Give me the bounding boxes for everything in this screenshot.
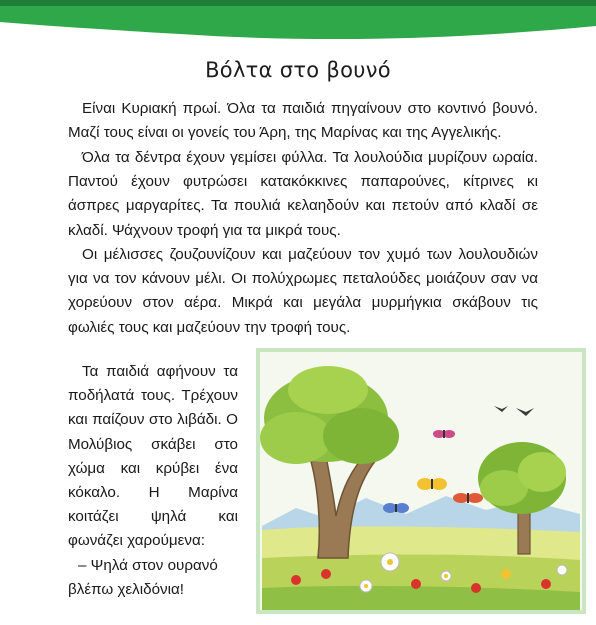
meadow-illustration	[256, 348, 586, 614]
paragraph-1	[68, 97, 538, 145]
paragraph-2-text: Όλα τα δέντρα έχουν γεμίσει φύλλα. Τα λουλούδια μυρίζουν ωραία. Παντού έχουν φυτρώσει κατακόκκινες παπαρούνες, κίτρινες κι άσπρες μαργαρίτες. Τα πουλιά κελαηδούν και πετούν από κλαδί σε κλαδί. Ψάχνουν τροφή για τα μικρά τους.	[68, 149, 538, 239]
paragraph-3	[68, 243, 538, 340]
top-color-band	[0, 0, 596, 60]
dialogue-line-1: – Ψηλά στον ουρανό	[78, 556, 218, 574]
paragraph-4-text: Τα παιδιά αφήνουν τα ποδήλατά τους. Τρέχουν και παίζουν στο λιβάδι. Ο Μολύβιος σκάβει στο χώμα και κρύβει ένα κόκαλο. Η Μαρίνα κοιτάζει ψηλά και φωνάζει χαρούμενα:	[68, 363, 238, 550]
side-text-column	[68, 360, 238, 602]
meadow-grass	[262, 526, 580, 610]
paragraph-1-text: Είναι Κυριακή πρωί. Όλα τα παιδιά πηγαίνουν στο κοντινό βουνό. Μαζί τους είναι οι γονείς του Άρη, της Μαρίνας και της Αγγελικής.	[68, 100, 538, 142]
page-title: Βόλτα στο βουνό	[205, 58, 391, 82]
paragraph-2	[68, 146, 538, 243]
paragraph-3-text: Οι μέλισσες ζουζουνίζουν και μαζεύουν τον χυμό των λουλουδιών για να τον κάνουν μέλι. Οι πολύχρωμες πεταλούδες μοιάζουν σαν να χορεύουν στον αέρα. Μικρά και μεγάλα μυρμήγκια σκάβουν τις φωλιές τους και μαζεύουν την τροφή τους.	[68, 246, 538, 336]
dialogue-line-2: βλέπω χελιδόνια!	[68, 580, 185, 598]
